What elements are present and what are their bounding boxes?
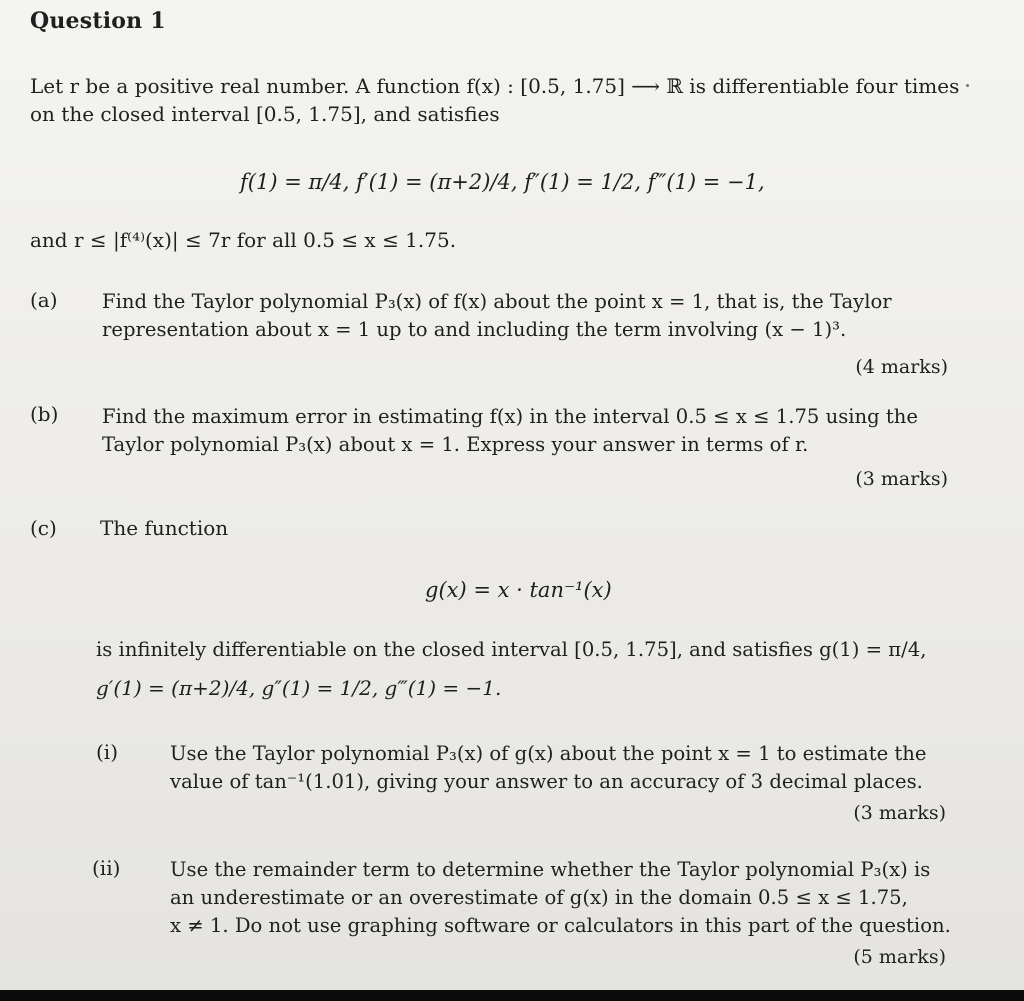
part-c-intro: The function — [100, 516, 229, 540]
part-c-i-marks: (3 marks) — [853, 802, 946, 824]
part-c-ii-label: (ii) — [92, 856, 121, 880]
part-b-line-1: Find the maximum error in estimating f(x) in the interval 0.5 ≤ x ≤ 1.75 using the — [102, 405, 919, 428]
g-conditions: g′(1) = (π+2)/4, g″(1) = 1/2, g‴(1) = −1. — [96, 676, 502, 700]
part-c-ii-marks: (5 marks) — [853, 946, 946, 968]
part-a-line-1: Find the Taylor polynomial P₃(x) of f(x) about the point x = 1, that is, the Taylor — [102, 290, 892, 313]
part-c-ii-line-2: an underestimate or an overestimate of g(x) in the domain 0.5 ≤ x ≤ 1.75, — [170, 886, 908, 909]
f-conditions: f(1) = π/4, f′(1) = (π+2)/4, f″(1) = 1/2, f‴(1) = −1, — [240, 170, 765, 194]
derivative-bound: and r ≤ |f⁽⁴⁾(x)| ≤ 7r for all 0.5 ≤ x ≤ 1.75. — [30, 228, 457, 252]
part-a-label: (a) — [30, 288, 58, 312]
intro-line-1: Let r be a positive real number. A function f(x) : [0.5, 1.75] ⟶ ℝ is differentiable four times — [30, 74, 960, 98]
part-c-i-line-1: Use the Taylor polynomial P₃(x) of g(x) about the point x = 1 to estimate the — [170, 742, 927, 765]
part-c-ii-line-1: Use the remainder term to determine whether the Taylor polynomial P₃(x) is — [170, 858, 931, 881]
part-a-line-2: representation about x = 1 up to and including the term involving (x − 1)³. — [102, 318, 847, 341]
g-definition: g(x) = x · tan⁻¹(x) — [425, 578, 612, 602]
paper-speck — [966, 84, 969, 87]
part-a-marks: (4 marks) — [855, 356, 948, 378]
part-c-line-1: is infinitely differentiable on the closed interval [0.5, 1.75], and satisfies g(1) = π/4, — [96, 638, 927, 661]
question-title: Question 1 — [30, 8, 166, 34]
intro-line-2: on the closed interval [0.5, 1.75], and satisfies — [30, 102, 500, 126]
part-c-label: (c) — [30, 516, 57, 540]
part-c-i-line-2: value of tan⁻¹(1.01), giving your answer to an accuracy of 3 decimal places. — [170, 770, 923, 793]
part-b-label: (b) — [30, 402, 59, 426]
part-c-ii-line-3: x ≠ 1. Do not use graphing software or calculators in this part of the question. — [170, 914, 951, 937]
bottom-dark-edge — [0, 990, 1024, 1001]
part-b-marks: (3 marks) — [855, 468, 948, 490]
part-b-line-2: Taylor polynomial P₃(x) about x = 1. Express your answer in terms of r. — [102, 433, 809, 456]
part-c-i-label: (i) — [96, 740, 119, 764]
